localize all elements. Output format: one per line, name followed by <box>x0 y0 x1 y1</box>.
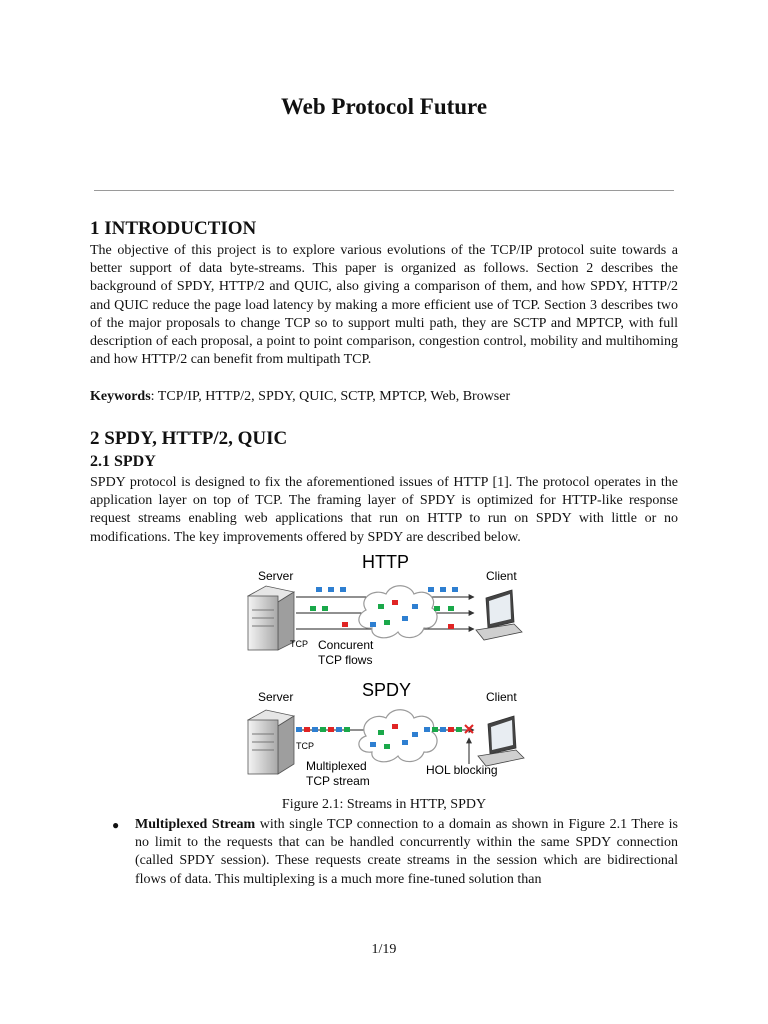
section-1-heading: 1 INTRODUCTION <box>90 218 257 239</box>
packet <box>342 622 348 627</box>
spdy-tcp-label: TCP <box>296 741 314 751</box>
packet <box>340 587 346 592</box>
packet <box>392 724 398 729</box>
document-title: Web Protocol Future <box>280 94 488 119</box>
concurrent-label-line1: Concurent <box>318 638 374 652</box>
multiplexed-label-line2: TCP stream <box>306 774 370 788</box>
packet <box>370 742 376 747</box>
packet <box>316 587 322 592</box>
packet <box>448 727 454 732</box>
bullet-item-multiplexed-stream <box>135 816 678 889</box>
packet <box>296 727 302 732</box>
packet <box>434 606 440 611</box>
http-client-laptop-icon <box>476 590 522 640</box>
packet <box>384 744 390 749</box>
concurrent-label-line2: TCP flows <box>318 653 373 667</box>
packet <box>320 727 326 732</box>
figure-caption: Figure 2.1: Streams in HTTP, SPDY <box>281 797 487 812</box>
figure-http-spdy-streams <box>238 552 528 796</box>
packet <box>392 600 398 605</box>
packet <box>448 624 454 629</box>
multiplexed-label-line1: Multiplexed <box>306 759 367 773</box>
keywords-list: : TCP/IP, HTTP/2, SPDY, QUIC, SCTP, MPTCP, Web, Browser <box>150 389 511 404</box>
packet <box>412 604 418 609</box>
packet <box>424 727 430 732</box>
subsection-2-1-body: SPDY protocol is designed to fix the aforementioned issues of HTTP [1]. The protocol operates in the application layer on top of TCP. The framing layer of SPDY is optimized for HTTP-like response request streams enabling web applications that run on HTTP to run on SPDY with little or no modifications. The key improvements offered by SPDY are described below. <box>90 475 678 545</box>
packet <box>370 622 376 627</box>
packet <box>448 606 454 611</box>
packet <box>402 616 408 621</box>
bullet-body: with single TCP connection to a domain as shown in Figure 2.1 There is no limit to the requests that can be handled concurrently within the same SPDY connection (called SPDY session). These requests create streams in the session which are bidirectional flows of data. This multiplexing is a much more fine-tuned solution than <box>135 817 678 887</box>
http-title: HTTP <box>362 552 409 572</box>
hol-blocking-x-icon <box>465 725 473 733</box>
keywords-line <box>90 389 510 405</box>
packet <box>310 606 316 611</box>
packet <box>322 606 328 611</box>
packet <box>304 727 310 732</box>
packet <box>336 727 342 732</box>
page-number: 1/19 <box>371 942 397 957</box>
spdy-client-label: Client <box>486 690 517 704</box>
spdy-server-label: Server <box>258 690 294 704</box>
packet <box>432 727 438 732</box>
title-divider <box>94 190 674 191</box>
packet <box>440 587 446 592</box>
packet <box>440 727 446 732</box>
packet <box>328 587 334 592</box>
packet <box>456 727 462 732</box>
figure-svg <box>238 552 528 796</box>
subsection-2-1-heading: 2.1 SPDY <box>90 453 156 470</box>
packet <box>328 727 334 732</box>
packet <box>344 727 350 732</box>
packet <box>378 604 384 609</box>
bullet-dot: ● <box>112 818 120 832</box>
packet <box>428 587 434 592</box>
spdy-client-laptop-icon <box>478 716 524 766</box>
keywords-label: Keywords <box>90 389 151 404</box>
packet <box>384 620 390 625</box>
hol-blocking-label: HOL blocking <box>426 763 498 777</box>
spdy-title: SPDY <box>362 680 412 700</box>
packet <box>412 732 418 737</box>
packet <box>378 730 384 735</box>
spdy-network-cloud <box>359 710 437 762</box>
section-2-heading: 2 SPDY, HTTP/2, QUIC <box>90 428 288 449</box>
http-server-icon <box>248 586 294 650</box>
http-client-label: Client <box>486 569 517 583</box>
bullet-lead: Multiplexed Stream <box>135 817 256 832</box>
http-server-label: Server <box>258 569 294 583</box>
packet <box>312 727 318 732</box>
spdy-server-icon <box>248 710 294 774</box>
packet <box>402 740 408 745</box>
http-tcp-label: TCP <box>290 639 308 649</box>
http-network-cloud <box>359 586 437 638</box>
packet <box>452 587 458 592</box>
section-1-body: The objective of this project is to explore various evolutions of the TCP/IP protocol suite towards a better support of data byte-streams. This paper is organized as follows. Section 2 describes the background of SPDY, HTTP/2 and QUIC, also giving a comparison of them, and how SPDY, HTTP/2 and QUIC reduce the page load latency by making a more efficient use of TCP. Section 3 describes two of the major proposals to change TCP so to support multi path, they are SCTP and MPTCP, with full description of each proposal, a point to point comparison, congestion control, mobility and multihoming and how HTTP/2 can benefit from multipath TCP. <box>90 243 678 368</box>
